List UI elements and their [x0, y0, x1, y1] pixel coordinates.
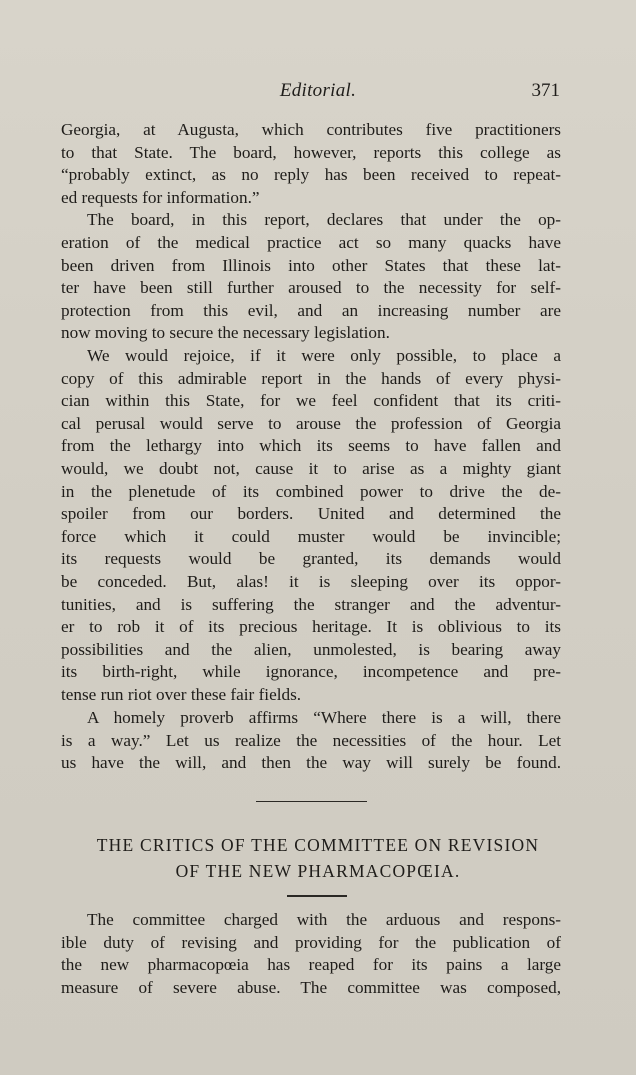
text-line: We would rejoice, if it were only possible, to place a	[87, 346, 561, 365]
page-header	[0, 80, 636, 108]
text-line: copy of this admirable report in the hands of every physi-	[61, 368, 561, 388]
text-line: protection from this evil, and an increasing number are	[61, 300, 561, 320]
section-divider	[256, 801, 367, 802]
text-line: tense run riot over these fair fields.	[61, 684, 302, 704]
text-line: be conceded. But, alas! it is sleeping over its oppor-	[61, 571, 561, 591]
section-heading-line: THE CRITICS OF THE COMMITTEE ON REVISION	[96, 835, 540, 855]
text-line: ible duty of revising and providing for the publication of	[61, 932, 561, 952]
text-line: been driven from Illinois into other States that these lat-	[61, 255, 561, 275]
running-title: Editorial.	[279, 80, 357, 101]
text-line: in the plenetude of its combined power to drive the de-	[61, 481, 561, 501]
paragraph-3	[61, 345, 561, 707]
text-line: its requests would be granted, its demands would	[61, 549, 561, 569]
text-line: A homely proverb affirms “Where there is a will, there	[87, 708, 561, 727]
text-line: to that State. The board, however, reports this college as	[61, 142, 561, 162]
text-line: force which it could muster would be invincible;	[61, 526, 561, 546]
text-line: tunities, and is suffering the stranger and the adventur-	[61, 594, 561, 614]
text-line: is a way.” Let us realize the necessities of the hour. Let	[61, 730, 561, 750]
section-heading-line: OF THE NEW PHARMACOPŒIA.	[175, 861, 461, 881]
text-line: eration of the medical practice act so many quacks have	[61, 232, 561, 252]
section-paragraph	[61, 909, 561, 999]
text-line: would, we doubt not, cause it to arise as a mighty giant	[61, 458, 561, 478]
heading-underline	[287, 895, 347, 897]
text-line: possibilities and the alien, unmolested, is bearing away	[61, 639, 561, 659]
text-line: now moving to secure the necessary legislation.	[61, 323, 390, 343]
text-line: ter have been still further aroused to the necessity for self-	[61, 278, 561, 298]
text-line: Georgia, at Augusta, which contributes five practitioners	[61, 120, 561, 139]
section-heading	[0, 832, 636, 884]
text-line: the new pharmacopœia has reaped for its pains a large	[61, 955, 561, 975]
paragraph-2	[61, 209, 561, 345]
paragraph-4	[61, 707, 561, 775]
text-line: from the lethargy into which its seems to have fallen and	[61, 436, 561, 456]
paragraph-1	[61, 119, 561, 209]
text-line: The committee charged with the arduous and respons-	[87, 910, 561, 929]
text-line: spoiler from our borders. United and determined the	[61, 504, 561, 524]
text-line: measure of severe abuse. The committee was composed,	[61, 977, 561, 997]
text-line: us have the will, and then the way will surely be found.	[61, 753, 561, 773]
text-line: its birth-right, while ignorance, incompetence and pre-	[61, 662, 561, 682]
text-line: er to rob it of its precious heritage. It is oblivious to its	[61, 617, 561, 637]
page-number: 371	[531, 80, 560, 101]
text-line: ed requests for information.”	[61, 187, 260, 207]
text-line: cian within this State, for we feel confident that its criti-	[61, 391, 561, 411]
text-line: cal perusal would serve to arouse the profession of Georgia	[61, 413, 561, 433]
text-line: The board, in this report, declares that under the op-	[87, 210, 561, 230]
text-line: “probably extinct, as no reply has been received to repeat-	[61, 165, 561, 185]
